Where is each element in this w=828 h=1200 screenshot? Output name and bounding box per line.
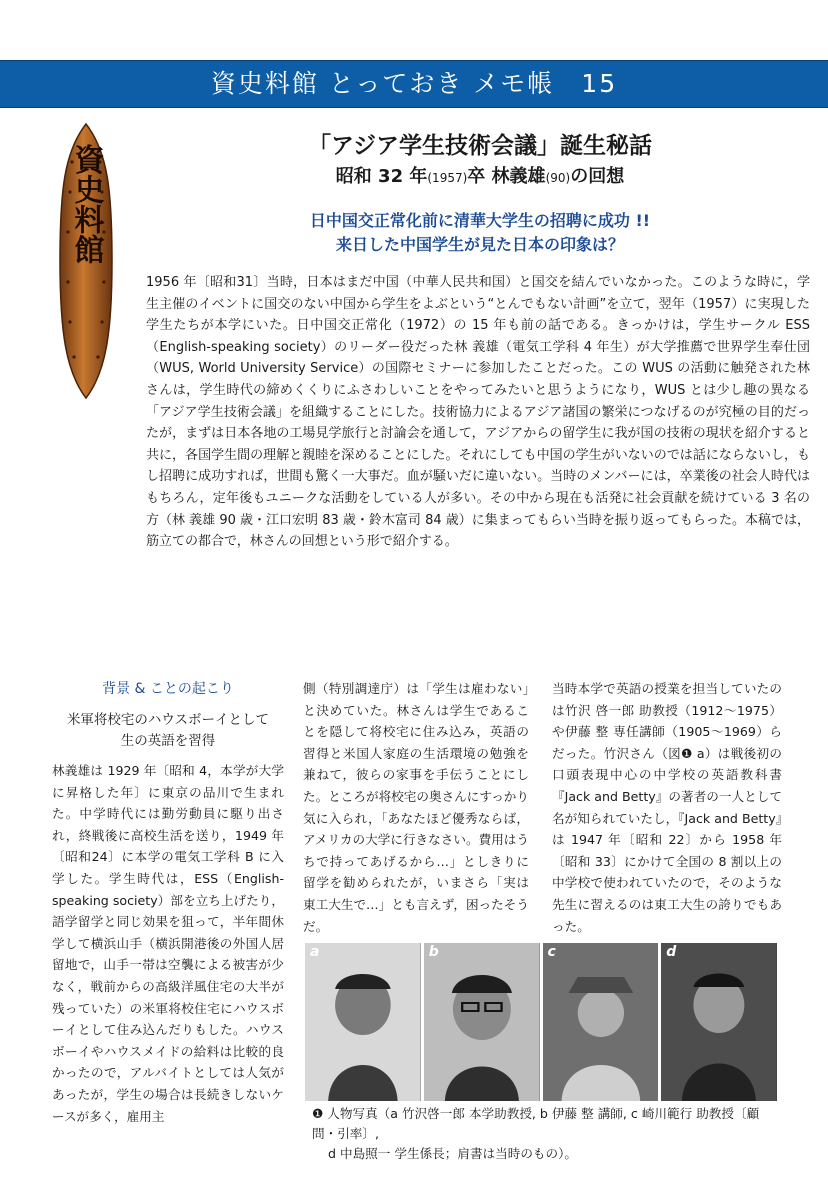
article-subtitle: 昭和 32 年(1957)卒 林義雄(90)の回想 [335,166,625,187]
shiryokan-logo [58,122,114,400]
column-2-text: 側（特別調達庁）は「学生は雇わない」と決めていた。林さんは学生であることを隠して将校宅に住み込み，英語の習得と米国人家庭の生活環境の勉強を兼ねて，彼らの家事を手伝うことにした。ところが将校宅の奥さんにすっかり気に入られ，「あなたほど優秀ならば，アメリカの大学に行きなさい。費用はうちで持ってあげるから…」としきりに留学を勧められたが，いまさら「実は東工大生で…」とも言えず，困ったそうだ。 [303,681,529,934]
photo-label: c [547,944,556,960]
photo-label: d [666,944,677,960]
caption-line-2: d 中島照一 学生係長；肩書は当時のもの）。 [328,1146,577,1161]
photo-label: b [428,944,439,960]
portrait-photo-d [661,943,777,1101]
caption-line-1: ❶ 人物写真（a 竹沢啓一郎 本学助教授, b 伊藤 整 講師, c 崎川範行 助教授〔顧問・引率〕, [312,1106,760,1141]
section-heading: 背景 & ことの起こり [102,681,234,697]
column-3-text: 当時本学で英語の授業を担当していたのは竹沢 啓一郎 助教授（1912～1975）や伊藤 整 専任講師（1905～1969）らだった。竹沢さん（図❶ a）は戦後初の口頭表現中心の中学校の英語教科書『Jack and Betty』の著者の一人として名が知られていたし，『Jack and Betty』は 1947 年〔昭和 22〕から 1958 年〔昭和 33〕にかけて全国の 8 割以上の中学校で使われていたので，そのような先生に習えるのは東工大生の誇りでもあった。 [552,681,782,934]
lead-line-1: 日中国交正常化前に清華大学生の招聘に成功 !! [309,211,651,230]
article-title: 「アジア学生技術会議」誕生秘話 [307,133,653,159]
banner-title: 資史料館 とっておき メモ帳 15 [0,60,828,108]
section-subheading: 米軍将校宅のハウスボーイとして 生の英語を習得 [66,712,270,749]
portrait-photo-a [305,943,421,1101]
lead-line-2: 来日した中国学生が見た日本の印象は？ [335,235,624,254]
intro-paragraph: 1956 年〔昭和31〕当時，日本はまだ中国（中華人民共和国）と国交を結んでいなかった。このような時に，学生主催のイベントに国交のない中国から学生をよぶという“とんでもない計画”を立て，翌年（1957）に実現した学生たちが本学にいた。日中国交正常化（1972）の 15 年も前の話である。きっかけは，学生サークル ESS（English-speaking society）のリーダー役だった林 義雄（電気工学科 4 年生）が大学推薦で世界学生奉仕団（WUS, World University Service）の国際セミナーに参加したことだった。この WUS の活動に触発された林さんは，学生時代の締めくくりにふさわしいことをやってみたいと思うようになり，WUS とは少し趣の異なる「アジア学生技術会議」を組織することにした。技術協力によるアジア諸国の繁栄につなげるのが究極の目的だったが，まずは日本各地の工場見学旅行と討論会を通して，アジアからの留学生に我が国の技術の現状を紹介すると共に，各国学生間の理解と親睦を深めることにした。それにしても中国の学生がいないのでは話にならないし，もし招聘に成功すれば，世間も驚く一大事だ。血が騒いだに違いない。当時のメンバーには，卒業後の社会人時代はもちろん，定年後もユニークな活動をしている人が多い。その中から現在も活発に社会貢献を続けている 3 名の方（林 義雄 90 歳・江口宏明 83 歳・鈴木富司 84 歳）に集まってもらい当時を振り返ってもらった。本稿では，筋立ての都合で，林さんの回想という形で紹介する。 [146,275,810,550]
photo-caption [312,1104,782,1164]
portrait-photos [305,943,777,1101]
portrait-photo-b [424,943,540,1101]
column-1 [52,678,284,1127]
lead-text [170,209,790,257]
photo-label: a [310,944,320,960]
portrait-photo-c [543,943,659,1101]
logo-text: 資史料館 [68,144,104,264]
column-1-text: 林義雄は 1929 年〔昭和 4，本学が大学に昇格した年〕に東京の品川で生まれた。中学時代には勤労動員に駆り出され，終戦後に高校生活を送り，1949 年〔昭和24〕に本学の電気工学科 B に入学した。学生時代は，ESS（English-speaking society）部を立ち上げたり，語学留学と同じ効果を狙って，半年間休学して横浜山手（横浜開港後の外国人居留地で，山手一帯は空襲による被害が少なく，戦前からの高級洋風住宅の大半が残っていた）の米軍将校住宅にハウスボーイとして住み込んだりもした。ハウスボーイやハウスメイドの給料は比較的良かったので，アルバイトとしては人気があったが，学生の場合は長続きしないケースが多く，雇用主 [52,763,284,1124]
